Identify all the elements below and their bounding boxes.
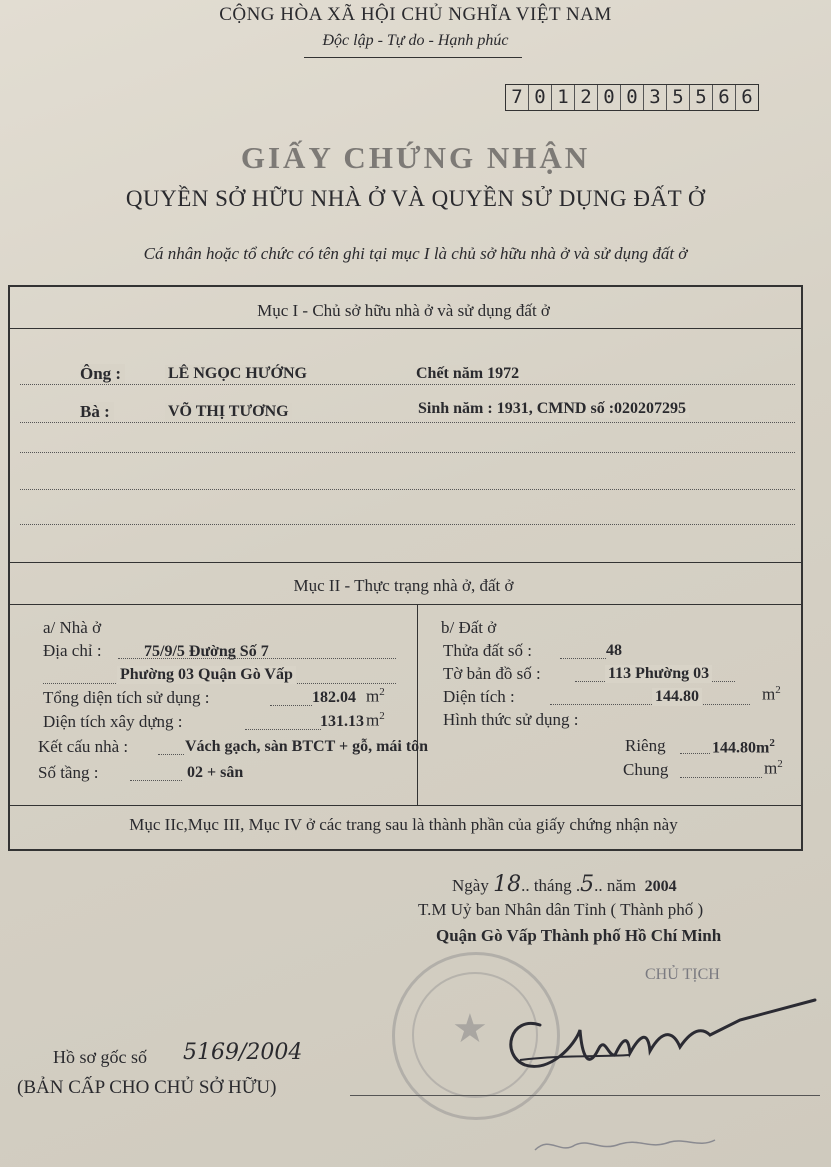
record-label: Hồ sơ gốc số xyxy=(53,1047,148,1067)
use-form-label: Hình thức sử dụng : xyxy=(443,710,579,729)
dotted-line xyxy=(245,729,321,730)
section2-heading: Mục II - Thực trạng nhà ở, đất ở xyxy=(293,576,514,595)
serial-digit: 5 xyxy=(667,85,690,110)
star-icon: ★ xyxy=(452,1006,488,1051)
authority-line2: Quận Gò Vấp Thành phố Hồ Chí Minh xyxy=(436,926,722,945)
map-label: Tờ bản đồ số : xyxy=(443,664,541,683)
year-value: 2004 xyxy=(644,878,677,895)
dotted-line xyxy=(20,452,795,453)
land-area-unit: $m^2$ xyxy=(762,684,781,704)
date-line: Ngày 18.. tháng .5.. năm 2004 xyxy=(452,872,677,897)
structure-label: Kết cấu nhà : xyxy=(38,737,129,756)
dotted-line xyxy=(550,704,750,705)
shared-unit: $m^2$ xyxy=(764,758,783,778)
day-value: 18 xyxy=(493,872,522,897)
built-area-label: Diện tích xây dựng : xyxy=(43,712,183,731)
month-value: 5 xyxy=(580,872,595,897)
private-label: Riêng xyxy=(625,736,666,755)
built-area-value: 131.13 xyxy=(320,713,364,730)
section2-column-divider xyxy=(417,605,418,805)
serial-digit: 0 xyxy=(529,85,552,110)
serial-digit: 0 xyxy=(621,85,644,110)
footer-note: Mục IIc,Mục III, Mục IV ở các trang sau là thành phần của giấy chứng nhận này xyxy=(129,815,678,834)
mrs-label: Bà : xyxy=(80,402,114,422)
copy-note: (BẢN CẤP CHO CHỦ SỞ HỮU) xyxy=(17,1077,277,1098)
land-area-label: Diện tích : xyxy=(443,687,515,706)
owner-note: Cá nhân hoặc tổ chức có tên ghi tại mục I là chủ sở hữu nhà ở và sử dụng đất ở xyxy=(143,244,688,263)
plot-label: Thửa đất số : xyxy=(443,641,533,660)
house-heading: a/ Nhà ở xyxy=(43,618,102,637)
dotted-line xyxy=(158,754,184,755)
motto: Độc lập - Tự do - Hạnh phúc xyxy=(322,32,509,49)
address-line1: 75/9/5 Đường Số 7 xyxy=(144,643,269,660)
signature-line xyxy=(350,1095,820,1096)
serial-digit: 1 xyxy=(552,85,575,110)
serial-digit: 5 xyxy=(690,85,713,110)
land-area-value: 144.80 xyxy=(652,688,702,706)
serial-number xyxy=(505,84,759,111)
national-title: CỘNG HÒA XÃ HỘI CHỦ NGHĨA VIỆT NAM xyxy=(219,4,612,25)
private-value: $144.80m^2$ xyxy=(712,737,775,757)
serial-digit: 7 xyxy=(506,85,529,110)
mr-name: LÊ NGỌC HƯỚNG xyxy=(165,365,310,383)
record-number: 5169/2004 xyxy=(183,1040,303,1065)
position-title: CHỦ TỊCH xyxy=(645,966,720,983)
month-label: tháng xyxy=(533,876,572,895)
year-label: năm xyxy=(606,876,637,895)
dotted-line xyxy=(20,524,795,525)
mr-label: Ông : xyxy=(80,364,125,384)
mrs-note: Sinh năm : 1931, CMND số :020207295 xyxy=(415,400,689,418)
address-label: Địa chỉ : xyxy=(43,641,102,660)
total-area-value: 182.04 xyxy=(312,689,356,706)
structure-value: Vách gạch, sàn BTCT + gỗ, mái tôn xyxy=(185,738,429,755)
mrs-name: VÕ THỊ TƯƠNG xyxy=(165,403,292,421)
serial-digit: 6 xyxy=(713,85,736,110)
shared-label: Chung xyxy=(623,760,669,779)
section1-divider xyxy=(8,328,801,329)
day-label: Ngày xyxy=(452,876,489,895)
serial-digit: 0 xyxy=(598,85,621,110)
dotted-line xyxy=(270,705,312,706)
total-area-unit: $m^2$ xyxy=(366,686,385,706)
floors-value: 02 + sân xyxy=(187,764,244,781)
plot-value: 48 xyxy=(606,642,622,659)
serial-digit: 6 xyxy=(741,86,753,108)
section2-top-divider xyxy=(8,562,801,563)
section2-divider xyxy=(8,604,801,605)
serial-digit: 3 xyxy=(644,85,667,110)
map-value: 113 Phường 03 xyxy=(605,665,712,683)
serial-digit: 2 xyxy=(575,85,598,110)
total-area-label: Tổng diện tích sử dụng : xyxy=(43,688,210,707)
floors-label: Số tầng : xyxy=(38,763,99,782)
dotted-line xyxy=(20,422,795,423)
built-area-unit: $m^2$ xyxy=(366,710,385,730)
dotted-line xyxy=(560,658,606,659)
motto-underline xyxy=(304,57,522,58)
dotted-line xyxy=(20,384,795,385)
address-line2: Phường 03 Quận Gò Vấp xyxy=(117,666,296,684)
mr-note: Chết năm 1972 xyxy=(413,365,522,383)
certificate-subtitle: QUYỀN SỞ HỮU NHÀ Ở VÀ QUYỀN SỬ DỤNG ĐẤT Ở xyxy=(125,186,706,211)
dotted-line xyxy=(680,753,710,754)
land-heading: b/ Đất ở xyxy=(441,618,497,637)
authority-line1: T.M Uỷ ban Nhân dân Tỉnh ( Thành phố ) xyxy=(418,900,704,919)
shared-value xyxy=(680,777,762,778)
dotted-line xyxy=(130,780,182,781)
signer-name-scribble xyxy=(530,1130,720,1162)
signature xyxy=(480,985,820,1095)
footer-divider xyxy=(8,805,801,806)
certificate-frame xyxy=(8,285,803,851)
dotted-line xyxy=(20,489,795,490)
certificate-title: GIẤY CHỨNG NHẬN xyxy=(240,140,591,175)
section1-heading: Mục I - Chủ sở hữu nhà ở và sử dụng đất ở xyxy=(257,301,550,320)
